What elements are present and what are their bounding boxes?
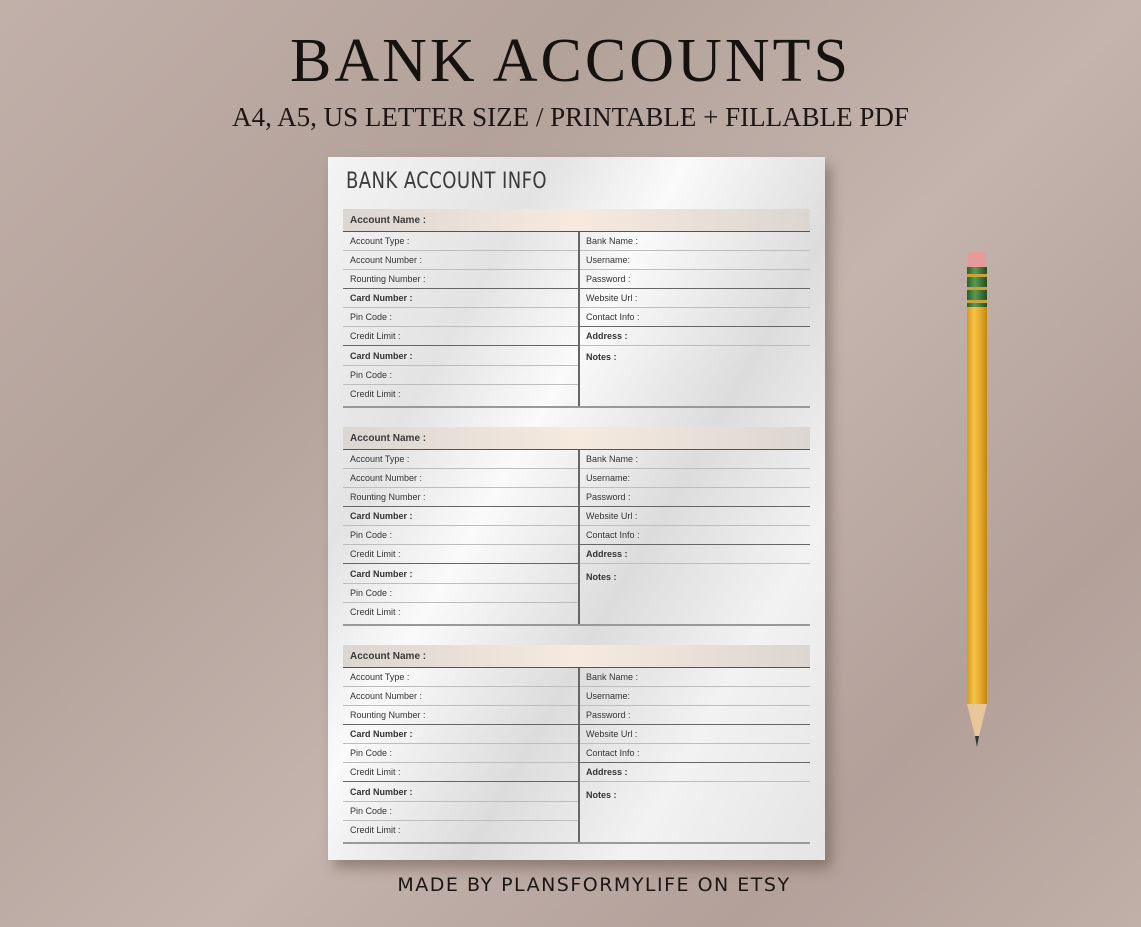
card-number-field[interactable]: Card Number : bbox=[343, 507, 578, 526]
column-divider bbox=[578, 232, 580, 406]
pin-code-field[interactable]: Pin Code : bbox=[343, 308, 578, 327]
card-number-field[interactable]: Card Number : bbox=[343, 725, 578, 744]
account-number-field[interactable]: Account Number : bbox=[343, 251, 578, 270]
notes-field[interactable]: Notes : bbox=[586, 352, 617, 362]
account-type-field[interactable]: Account Type : bbox=[343, 232, 578, 251]
bank-name-field[interactable]: Bank Name : bbox=[579, 232, 810, 251]
footer-credit: MADE BY PLANSFORMYLIFE ON ETSY bbox=[397, 874, 791, 896]
notes-field[interactable]: Notes : bbox=[586, 572, 617, 582]
website-url-field[interactable]: Website Url : bbox=[579, 507, 810, 526]
account-section bbox=[343, 645, 810, 845]
website-url-field[interactable]: Website Url : bbox=[579, 289, 810, 308]
subtitle: A4, A5, US LETTER SIZE / PRINTABLE + FILLABLE PDF bbox=[232, 102, 909, 132]
main-title: BANK ACCOUNTS bbox=[290, 27, 851, 95]
contact-info-field[interactable]: Contact Info : bbox=[579, 526, 810, 545]
pin-code-field[interactable]: Pin Code : bbox=[343, 584, 578, 603]
section-divider bbox=[343, 624, 810, 626]
credit-limit-field[interactable]: Credit Limit : bbox=[343, 763, 578, 782]
credit-limit-field[interactable]: Credit Limit : bbox=[350, 389, 401, 399]
account-type-field[interactable]: Account Type : bbox=[343, 668, 578, 687]
notes-field[interactable]: Notes : bbox=[586, 790, 617, 800]
column-divider bbox=[578, 668, 580, 842]
account-name-field[interactable]: Account Name : bbox=[343, 209, 810, 232]
column-divider bbox=[578, 450, 580, 624]
username-field[interactable]: Username: bbox=[579, 469, 810, 488]
section-divider bbox=[343, 406, 810, 408]
address-field[interactable]: Address : bbox=[579, 763, 810, 782]
printable-page bbox=[328, 157, 825, 860]
website-url-field[interactable]: Website Url : bbox=[579, 725, 810, 744]
contact-info-field[interactable]: Contact Info : bbox=[579, 308, 810, 327]
routing-number-field[interactable]: Rounting Number : bbox=[343, 270, 578, 289]
account-section bbox=[343, 209, 810, 409]
credit-limit-field[interactable]: Credit Limit : bbox=[343, 545, 578, 564]
account-name-field[interactable]: Account Name : bbox=[343, 427, 810, 450]
account-number-field[interactable]: Account Number : bbox=[343, 687, 578, 706]
password-field[interactable]: Password : bbox=[579, 270, 810, 289]
address-field[interactable]: Address : bbox=[579, 327, 810, 346]
card-number-field[interactable]: Card Number : bbox=[343, 783, 578, 802]
credit-limit-field[interactable]: Credit Limit : bbox=[343, 327, 578, 346]
username-field[interactable]: Username: bbox=[579, 251, 810, 270]
account-name-field[interactable]: Account Name : bbox=[343, 645, 810, 668]
page-title: BANK ACCOUNT INFO bbox=[346, 169, 548, 194]
pencil-image bbox=[966, 252, 988, 747]
credit-limit-field[interactable]: Credit Limit : bbox=[350, 825, 401, 835]
card-number-field[interactable]: Card Number : bbox=[343, 347, 578, 366]
account-section bbox=[343, 427, 810, 627]
account-number-field[interactable]: Account Number : bbox=[343, 469, 578, 488]
password-field[interactable]: Password : bbox=[579, 488, 810, 507]
pin-code-field[interactable]: Pin Code : bbox=[343, 366, 578, 385]
bank-name-field[interactable]: Bank Name : bbox=[579, 668, 810, 687]
bank-name-field[interactable]: Bank Name : bbox=[579, 450, 810, 469]
section-divider bbox=[343, 842, 810, 844]
password-field[interactable]: Password : bbox=[579, 706, 810, 725]
card-number-field[interactable]: Card Number : bbox=[343, 289, 578, 308]
pin-code-field[interactable]: Pin Code : bbox=[343, 744, 578, 763]
address-field[interactable]: Address : bbox=[579, 545, 810, 564]
card-number-field[interactable]: Card Number : bbox=[343, 565, 578, 584]
routing-number-field[interactable]: Rounting Number : bbox=[343, 706, 578, 725]
account-type-field[interactable]: Account Type : bbox=[343, 450, 578, 469]
username-field[interactable]: Username: bbox=[579, 687, 810, 706]
contact-info-field[interactable]: Contact Info : bbox=[579, 744, 810, 763]
routing-number-field[interactable]: Rounting Number : bbox=[343, 488, 578, 507]
pin-code-field[interactable]: Pin Code : bbox=[343, 526, 578, 545]
credit-limit-field[interactable]: Credit Limit : bbox=[350, 607, 401, 617]
pin-code-field[interactable]: Pin Code : bbox=[343, 802, 578, 821]
